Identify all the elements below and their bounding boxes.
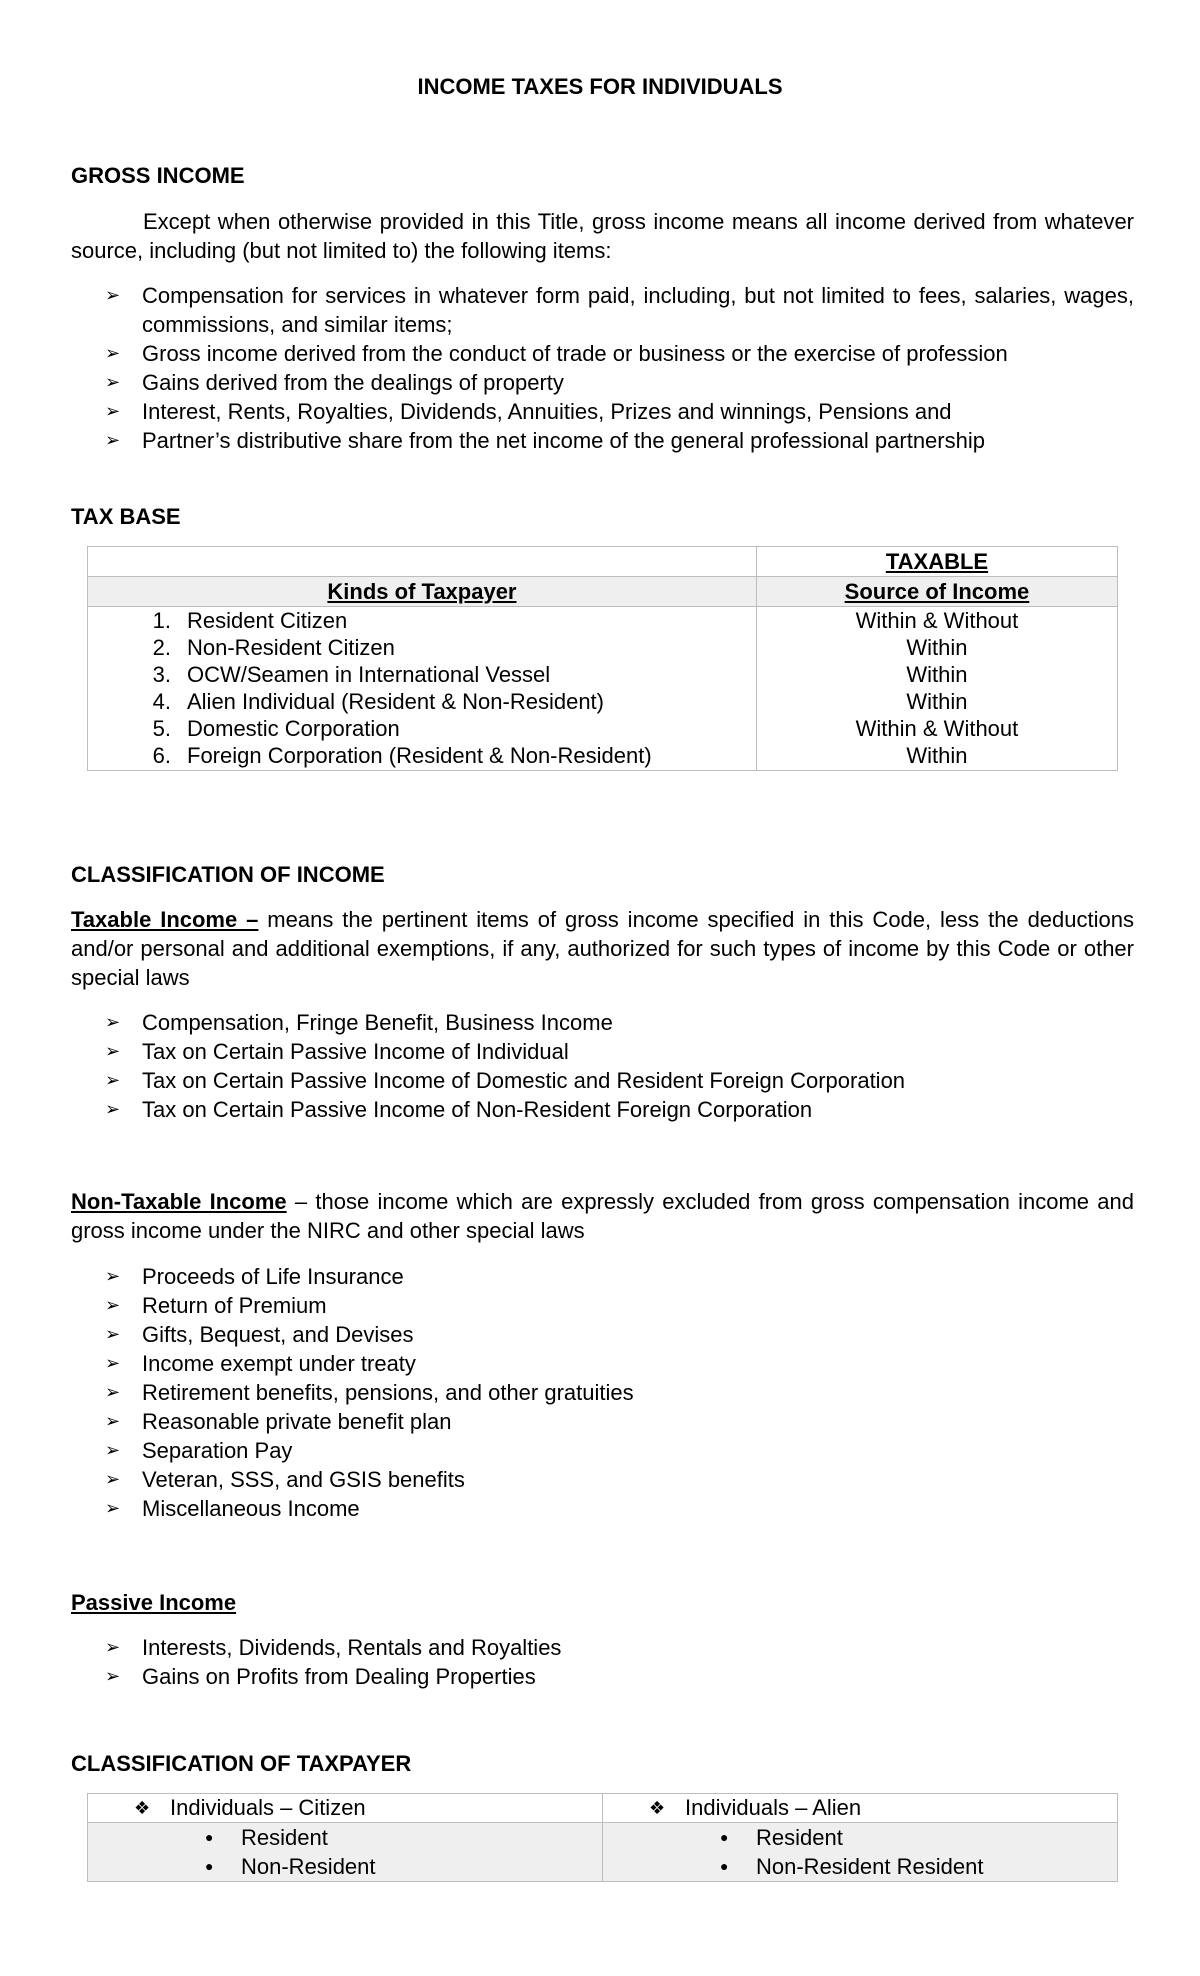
arrow-bullet-icon: ➢	[105, 1295, 121, 1315]
list-item: ➢ Return of Premium	[105, 1293, 327, 1318]
table-row: 1. Resident Citizen	[152, 608, 348, 633]
table-header-row	[88, 577, 1118, 607]
list-item: ➢ Compensation for services in whatever form paid, including, but not limited to fees, salaries, wages, commissions, and similar items;	[105, 283, 1134, 337]
list-item: ➢ Gross income derived from the conduct of trade or business or the exercise of profession	[105, 341, 1008, 366]
arrow-bullet-icon: ➢	[105, 1353, 121, 1373]
tax-base-table	[87, 546, 1118, 771]
list-item: ➢ Tax on Certain Passive Income of Individual	[105, 1039, 569, 1064]
citizen-header: ❖ Individuals – Citizen	[134, 1795, 366, 1820]
list-item: ➢ Separation Pay	[105, 1438, 293, 1463]
arrow-bullet-icon: ➢	[105, 430, 121, 450]
non-taxable-income-definition	[71, 1187, 1134, 1245]
list-item: ➢ Gifts, Bequest, and Devises	[105, 1322, 414, 1347]
arrow-bullet-icon: ➢	[105, 1012, 121, 1032]
arrow-bullet-icon: ➢	[105, 372, 121, 392]
arrow-bullet-icon: ➢	[105, 343, 121, 363]
table-row	[88, 1823, 1118, 1882]
taxable-income-list	[71, 1008, 1134, 1124]
arrow-bullet-icon: ➢	[105, 1498, 121, 1518]
page-title: INCOME TAXES FOR INDIVIDUALS	[417, 74, 783, 99]
tax-base-heading: TAX BASE	[71, 504, 181, 529]
list-item: ➢ Reasonable private benefit plan	[105, 1409, 452, 1434]
taxable-income-def: means the pertinent items of gross income specified in this Code, less the deductions and/or personal and additional exemptions, if any, authorized for such types of income by this Code or other special laws	[71, 907, 1134, 990]
table-cell: Within	[906, 743, 968, 768]
table-header-row	[88, 1794, 1118, 1823]
taxable-header: TAXABLE	[756, 547, 1117, 577]
list-item: ➢ Tax on Certain Passive Income of Non-Resident Foreign Corporation	[105, 1097, 813, 1122]
table-row: 5. Domestic Corporation	[152, 716, 400, 741]
list-item: ● Non-Resident Resident	[720, 1854, 984, 1879]
passive-income-term: Passive Income	[71, 1590, 237, 1615]
arrow-bullet-icon: ➢	[105, 1469, 121, 1489]
table-header-row	[88, 547, 1118, 577]
list-item: ➢ Veteran, SSS, and GSIS benefits	[105, 1467, 465, 1492]
list-item: ● Resident	[205, 1825, 328, 1850]
table-row: 2. Non-Resident Citizen	[152, 635, 395, 660]
table-row: 4. Alien Individual (Resident & Non-Resident)	[152, 689, 604, 714]
table-cell: Within	[906, 662, 968, 687]
arrow-bullet-icon: ➢	[105, 1266, 121, 1286]
arrow-bullet-icon: ➢	[105, 1637, 121, 1657]
list-item: ● Resident	[720, 1825, 843, 1850]
table-body	[88, 607, 1118, 771]
source-of-income-header: Source of Income	[756, 577, 1117, 607]
arrow-bullet-icon: ➢	[105, 1099, 121, 1119]
arrow-bullet-icon: ➢	[105, 1041, 121, 1061]
non-taxable-income-term: Non-Taxable Income	[71, 1189, 287, 1214]
list-item: ➢ Retirement benefits, pensions, and other gratuities	[105, 1380, 634, 1405]
gross-income-intro-text: Except when otherwise provided in this Title, gross income means all income derived from whatever source, including (but not limited to) the following items:	[71, 209, 1134, 263]
dot-bullet-icon: ●	[720, 1858, 729, 1874]
diamond-bullet-icon: ❖	[134, 1798, 151, 1818]
list-item: ➢ Miscellaneous Income	[105, 1496, 360, 1521]
table-cell: Within	[906, 635, 968, 660]
table-cell: Within & Without	[855, 608, 1019, 633]
gross-income-intro	[71, 207, 1134, 265]
list-item: ➢ Compensation, Fringe Benefit, Business Income	[105, 1010, 613, 1035]
dot-bullet-icon: ●	[205, 1829, 214, 1845]
list-item: ➢ Interests, Dividends, Rentals and Royalties	[105, 1635, 562, 1660]
non-taxable-income-def: – those income which are expressly excluded from gross compensation income and gross income under the NIRC and other special laws	[71, 1189, 1134, 1243]
table-cell: Within & Without	[855, 716, 1019, 741]
arrow-bullet-icon: ➢	[105, 1411, 121, 1431]
classification-taxpayer-table	[87, 1793, 1118, 1882]
non-taxable-income-list	[71, 1262, 1134, 1523]
classification-income-heading: CLASSIFICATION OF INCOME	[71, 862, 385, 887]
arrow-bullet-icon: ➢	[105, 1070, 121, 1090]
list-item: ● Non-Resident	[205, 1854, 376, 1879]
list-item: ➢ Gains derived from the dealings of property	[105, 370, 564, 395]
diamond-bullet-icon: ❖	[649, 1798, 666, 1818]
passive-income-heading	[71, 1588, 236, 1617]
taxable-income-definition	[71, 905, 1134, 992]
taxable-income-term: Taxable Income –	[71, 907, 259, 932]
arrow-bullet-icon: ➢	[105, 1382, 121, 1402]
arrow-bullet-icon: ➢	[105, 1666, 121, 1686]
dot-bullet-icon: ●	[205, 1858, 214, 1874]
passive-income-list	[71, 1633, 1134, 1691]
arrow-bullet-icon: ➢	[105, 1324, 121, 1344]
classification-taxpayer-heading: CLASSIFICATION OF TAXPAYER	[71, 1751, 412, 1776]
arrow-bullet-icon: ➢	[105, 401, 121, 421]
list-item: ➢ Proceeds of Life Insurance	[105, 1264, 404, 1289]
kinds-of-taxpayer-header: Kinds of Taxpayer	[88, 577, 757, 607]
table-row: 3. OCW/Seamen in International Vessel	[152, 662, 551, 687]
list-item: ➢ Partner’s distributive share from the net income of the general professional partnership	[105, 428, 985, 453]
alien-header: ❖ Individuals – Alien	[649, 1795, 862, 1820]
gross-income-list	[71, 281, 1134, 455]
list-item: ➢ Gains on Profits from Dealing Properties	[105, 1664, 536, 1689]
table-cell: Within	[906, 689, 968, 714]
dot-bullet-icon: ●	[720, 1829, 729, 1845]
gross-income-heading: GROSS INCOME	[71, 163, 245, 188]
list-item: ➢ Income exempt under treaty	[105, 1351, 416, 1376]
list-item: ➢ Tax on Certain Passive Income of Domestic and Resident Foreign Corporation	[105, 1068, 906, 1093]
list-item: ➢ Interest, Rents, Royalties, Dividends, Annuities, Prizes and winnings, Pensions and	[105, 399, 952, 424]
table-row: 6. Foreign Corporation (Resident & Non-Resident)	[152, 743, 652, 768]
arrow-bullet-icon: ➢	[105, 285, 121, 305]
arrow-bullet-icon: ➢	[105, 1440, 121, 1460]
